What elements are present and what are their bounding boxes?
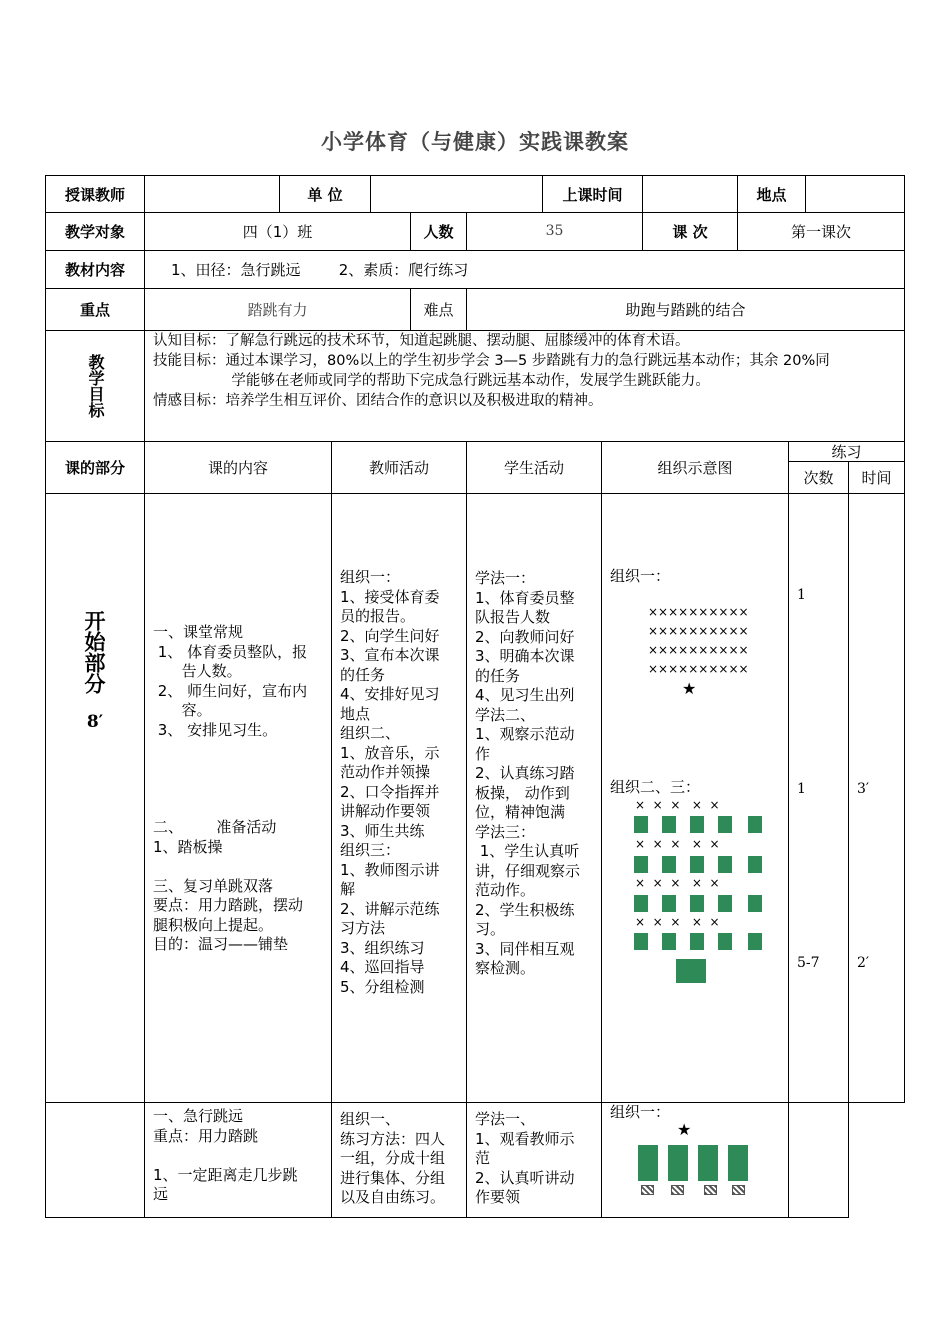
step-board	[634, 933, 648, 950]
section2-teacher-cell	[331, 1102, 467, 1218]
teacher-star-icon: ★	[677, 1120, 692, 1139]
section2-part-cell	[45, 1102, 145, 1218]
section2-content-text: 一、急行跳远 重点：用力踏跳 1、一定距离走几步跳 远	[153, 1107, 298, 1203]
document-title: 小学体育（与健康）实践课教案	[321, 130, 629, 154]
landing-mat	[728, 1145, 748, 1181]
unit-label-cell: 单 位	[279, 175, 371, 213]
section1-student-text: 学法一： 1、体育委员整 队报告人数 2、向教师问好 3、明确本次课 的任务 4、见习生出列 学法二、 1、观察示范动 作 2、认真练习踏 板操， 动作到 位，精神饱满 学法三： 1、学生认真听 讲，仔细观察示 范动作。 2、学生积极练 习。 3、同伴相互观 察检测。	[475, 569, 581, 977]
time-label-cell: 上课时间	[542, 175, 643, 213]
step-board	[662, 895, 676, 912]
section1-student-cell	[466, 493, 602, 1103]
org1-label: 组织一：	[610, 567, 671, 585]
duration-value-2: 2′	[857, 955, 870, 971]
teacher-value-cell[interactable]	[144, 175, 280, 213]
formation-row-3: ××××××××××	[648, 643, 749, 657]
step-board	[748, 895, 762, 912]
step-board	[662, 933, 676, 950]
step-board	[718, 895, 732, 912]
lesson-label-cell: 课 次	[642, 212, 738, 251]
section1-part-time: 8′	[86, 712, 104, 732]
section1-content-text: 一、课堂常规 1、 体育委员整队，报 告人数。 2、 师生问好，宣布内 容。 3、 安排见习生。 二、 准备活动 1、踏板操 三、复习单跳双落 要点：用力踏跳，摆动 腿积极向上提起。 目的：温习——铺垫	[153, 623, 308, 953]
section2-student-text: 学法一、 1、观看教师示 范 2、认真听讲动 作要领	[475, 1110, 575, 1206]
difficulty-label-cell: 难点	[410, 288, 467, 331]
material-label-cell: 教材内容	[45, 250, 145, 289]
key-value-cell: 踏跳有力	[144, 288, 411, 331]
takeoff-marker	[671, 1185, 684, 1195]
section2-duration-cell	[848, 1102, 905, 1218]
step-board	[690, 895, 704, 912]
step-board	[748, 933, 762, 950]
time-value-cell[interactable]	[642, 175, 738, 213]
teacher-board	[676, 959, 706, 983]
step-board	[662, 856, 676, 873]
section1-times-cell	[788, 493, 849, 1103]
goals-label-cell	[45, 330, 145, 442]
section2-diagram-cell	[601, 1102, 789, 1218]
duration-value-1: 3′	[857, 781, 870, 797]
object-value-cell: 四（1）班	[144, 212, 411, 251]
col-times-header: 次数	[788, 461, 849, 494]
object-label-cell: 教学对象	[45, 212, 145, 251]
landing-mat	[668, 1145, 688, 1181]
step-board	[718, 856, 732, 873]
section2-content-cell	[144, 1102, 332, 1218]
section1-part-cell	[45, 493, 145, 1103]
formation-row-4: ××××××××××	[648, 662, 749, 676]
section1-teacher-cell	[331, 493, 467, 1103]
takeoff-marker	[704, 1185, 717, 1195]
section2-times-cell	[788, 1102, 849, 1218]
col-diagram-header: 组织示意图	[601, 441, 789, 494]
step-board	[662, 816, 676, 833]
count-value-cell: 35	[466, 212, 643, 251]
times-value-2: 1	[797, 781, 806, 797]
step-board	[718, 816, 732, 833]
section1-duration-cell	[848, 493, 905, 1103]
teacher-label-cell: 授课教师	[45, 175, 145, 213]
place-value-cell[interactable]	[805, 175, 905, 213]
takeoff-marker	[641, 1185, 654, 1195]
section2-teacher-text: 组织一、 练习方法：四人 一组，分成十组 进行集体、分组 以及自由练习。	[340, 1110, 446, 1206]
section1-diagram-cell	[601, 493, 789, 1103]
step-row-x-3: × × × × ×	[635, 876, 720, 890]
col-teacher-header: 教师活动	[331, 441, 467, 494]
goals-text: 认知目标：了解急行跳远的技术环节，知道起跳腿、摆动腿、屈膝缓冲的体育术语。 技能目标：通过本课学习，80%以上的学生初步学会 3—5 步踏跳有力的急行跳远基本动作；其余 20%同 学能够在老师或同学的帮助下完成急行跳远基本动作，发展学生跳跃能力。 情感目标：培养学生相互评价、团结合作的意识以及积极进取的精神。	[153, 333, 830, 409]
step-board	[634, 856, 648, 873]
section1-content-cell	[144, 493, 332, 1103]
step-board	[634, 816, 648, 833]
landing-mat	[698, 1145, 718, 1181]
teacher-star-icon: ★	[682, 679, 697, 698]
place-label-cell: 地点	[737, 175, 806, 213]
step-row-x-1: × × × × ×	[635, 798, 720, 812]
org23-label: 组织二、三：	[610, 778, 701, 796]
col-duration-header: 时间	[848, 461, 905, 494]
step-board	[690, 933, 704, 950]
step-board	[748, 856, 762, 873]
col-part-header: 课的部分	[45, 441, 145, 494]
times-value-3: 5-7	[797, 955, 820, 971]
step-row-x-2: × × × × ×	[635, 837, 720, 851]
step-board	[718, 933, 732, 950]
formation-row-2: ××××××××××	[648, 624, 749, 638]
col-student-header: 学生活动	[466, 441, 602, 494]
col-content-header: 课的内容	[144, 441, 332, 494]
difficulty-value-cell: 助跑与踏跳的结合	[466, 288, 905, 331]
material-value-cell: 1、田径：急行跳远 2、素质：爬行练习	[144, 250, 905, 289]
step-board	[748, 816, 762, 833]
lesson-value-cell: 第一课次	[737, 212, 905, 251]
section2-student-cell	[466, 1102, 602, 1218]
step-row-x-4: × × × × ×	[635, 915, 720, 929]
formation-row-1: ××××××××××	[648, 605, 749, 619]
goals-text-cell	[144, 330, 905, 442]
section1-part-label: 开始部分	[82, 610, 106, 694]
step-board	[690, 856, 704, 873]
section2-org-label: 组织一：	[610, 1103, 671, 1121]
key-label-cell: 重点	[45, 288, 145, 331]
count-label-cell: 人数	[410, 212, 467, 251]
landing-mat	[638, 1145, 658, 1181]
takeoff-marker	[732, 1185, 745, 1195]
section1-teacher-text: 组织一： 1、接受体育委 员的报告。 2、向学生问好 3、宣布本次课 的任务 4、安排好见习 地点 组织二、 1、放音乐，示 范动作并领操 2、口令指挥并 讲解动作要领 3、师生共练 组织三： 1、教师图示讲 解 2、讲解示范练 习方法 3、组织练习 4、巡回指导 5、分组检测	[340, 568, 440, 996]
col-practice-header: 练习	[788, 441, 905, 462]
times-value-1: 1	[797, 587, 806, 603]
goals-label: 教学目标	[86, 353, 105, 418]
step-board	[634, 895, 648, 912]
step-board	[690, 816, 704, 833]
unit-value-cell[interactable]	[370, 175, 543, 213]
